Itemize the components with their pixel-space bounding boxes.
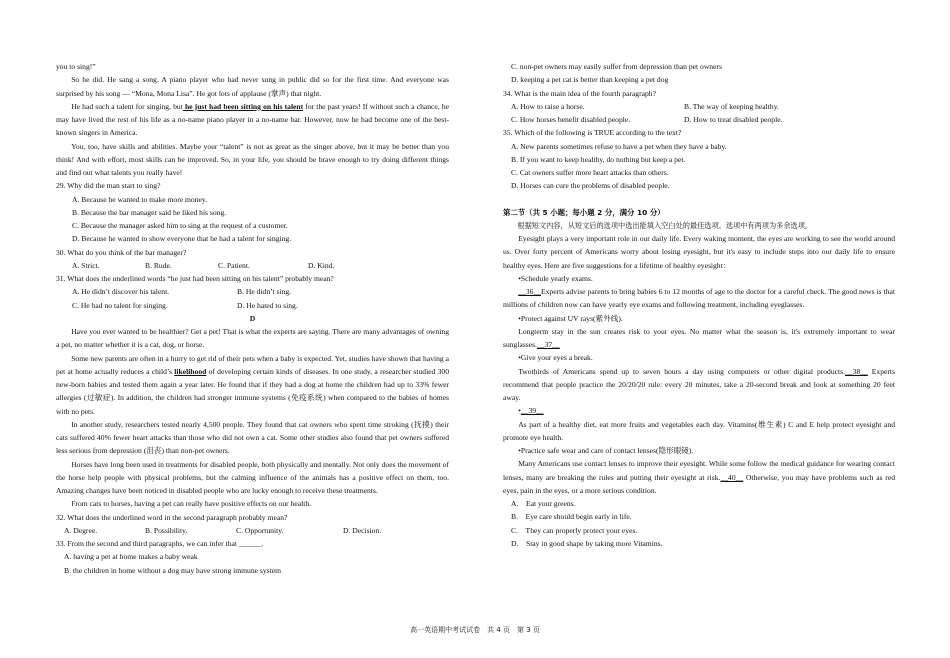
passage-c-paragraph: So he did. He sang a song. A piano player who had never sung in public did so for the first time. And everyone was surprised by his song — “Mona, Mona Lisa”. He got lots of applause (掌声) that night. [56, 75, 449, 98]
question-29: 29. Why did the man start to sing? [56, 181, 161, 191]
options-row [503, 100, 895, 113]
cloze-bullet: •Schedule yearly exams. [518, 273, 593, 283]
option: D. Decision. [343, 525, 382, 535]
question-34: 34. What is the main idea of the fourth paragraph? [503, 88, 656, 98]
passage-c-paragraph [56, 100, 449, 140]
option: D. keeping a pet cat is better than keeping a pet dog [511, 75, 669, 85]
question-32: 32. What does the underlined word in the second paragraph probably mean? [56, 512, 288, 522]
blank-37[interactable]: __37__ [536, 340, 560, 349]
section-2-instructions: 根据短文内容，从短文后的选项中选出能填入空白处的最佳选项。选项中有两项为多余选项。 [517, 220, 813, 230]
cloze-paragraph [503, 365, 895, 405]
paragraph-text: Twothirds of Americans spend up to seven hours a day using computers or other digital products. [518, 366, 845, 376]
cloze-bullet: •Give your eyes a break. [518, 353, 593, 363]
passage-d-heading: D [249, 313, 256, 323]
cloze-paragraph [503, 325, 895, 352]
option: C. Patient. [218, 260, 250, 270]
question-35: 35. Which of the following is TRUE according to the text? [503, 128, 682, 138]
option: D. Horses can cure the problems of disabled people. [511, 181, 670, 191]
paragraph-text: Longterm stay in the sun creates risk to your eyes. No matter what the season is, it's extremely important to wear sunglasses. [503, 326, 895, 349]
underlined-phrase: he just had been sitting on his talent [182, 101, 304, 111]
options-row [56, 259, 449, 272]
options-row [56, 285, 449, 298]
question-31: 31. What does the underlined words “he just had been sitting on his talent” probably mean? [56, 274, 334, 283]
option: A. How to raise a horse. [511, 101, 585, 111]
choice-option: B. Eye care should begin early in life. [511, 512, 632, 522]
cloze-bullet: •Practice safe wear and care of contact lenses(隐形眼镜). [518, 446, 694, 455]
option: B. The way of keeping healthy. [684, 101, 779, 111]
option: C. Because the manager asked him to sing at the request of a customer. [72, 221, 288, 230]
option: A. He didn’t discover his talent. [72, 287, 170, 297]
passage-d-paragraph [56, 352, 449, 418]
underlined-word: likelihood [174, 366, 207, 376]
option: D. Because he wanted to show everyone that he had a talent for singing. [72, 234, 292, 244]
option: B. He didn’t sing. [237, 287, 292, 297]
option: A. New parents sometimes refuse to have a pet when they have a baby. [511, 141, 727, 151]
paragraph-text: Otherwise, you may have problems such as red eyes, pain in the eyes, or a more serious condition. [503, 472, 895, 495]
option: C. How horses benefit disabled people. [511, 115, 631, 124]
right-column [503, 60, 895, 550]
passage-c-closing-line: you to sing!” [56, 62, 96, 71]
choice-option: C. They can properly protect your eyes. [511, 525, 638, 535]
option: A. Degree. [64, 525, 98, 535]
option: A. Because he wanted to make more money. [72, 194, 208, 204]
option: B. If you want to keep healthy, do nothing but keep a pet. [511, 154, 686, 164]
option: D. Kind. [308, 260, 335, 270]
passage-c-paragraph: You, too, have skills and abilities. Maybe your “talent” is not as great as the singer above, but it may be better than you think! And with effort, most skills can be improved. So, in your life, you should be brave enough to try doing different things and find out what talents you really have! [56, 141, 449, 177]
option: B. Rude. [145, 260, 172, 270]
paragraph-text: Experts recommend that people practice the 20/20/20 rule: every 20 minutes, take a 20-second break and look at something 20 feet away. [503, 366, 895, 402]
cloze-paragraph: As part of a healthy diet, eat more fruits and vegetables each day. Vitamins(维生素) C and E help protect eyesight and promote eye health. [503, 419, 895, 442]
paragraph-text: Many Americans use contact lenses to improve their eyesight. While some follow the medical guidance for wearing contact lenses, many are breaking the rules and putting their eyesight at risk. [503, 459, 895, 482]
passage-d-paragraph: In another study, researchers tested nearly 4,500 people. They found that cat owners who spent time stroking (抚摸) their cats suffered 40% fewer heart attacks than those who did not own a cat. Some other studies also found that pet owners suffered less serious from depression (沮丧) than non-pet owners. [56, 419, 449, 456]
option: A. having a pet at home makes a baby weak [64, 552, 198, 562]
cloze-bullet: •Protect against UV rays(紫外线). [518, 313, 623, 323]
option: D. He hated to sing. [237, 300, 298, 310]
options-row [56, 524, 449, 537]
option: D. How to treat disabled people. [684, 115, 783, 124]
option: B. Possibility. [145, 525, 188, 535]
choice-option: D. Stay in good shape by taking more Vitamins. [511, 538, 663, 548]
option: B. the children in home without a dog may have strong immune system [64, 565, 282, 575]
cloze-paragraph [503, 285, 895, 312]
passage-d-paragraph: Horses have long been used in treatments for disabled people, both physically and mentally. Not only does the movement of the horse help people with physical problems, but the calming influence of the animals has a positive effect on them, too. Amazing changes have been noticed in disabled people who are lucky enough to receive these treatments. [56, 459, 449, 495]
cloze-paragraph [503, 457, 895, 497]
option: C. Opportunity. [236, 525, 284, 535]
passage-d-paragraph: From cats to horses, having a pet can really have positive effects on our health. [71, 499, 312, 509]
section-2-title: 第二节（共 5 小题；每小题 2 分，满分 10 分） [503, 207, 665, 217]
paragraph-text: He had such a talent for singing, but [71, 101, 183, 111]
paragraph-text: for the past years! If without such a chance, he may have lived the rest of his life as a no-name piano player in a no-name bar. However, now he had become one of the best-known singers in America. [56, 101, 449, 138]
question-33: 33. From the second and third paragraphs, we can infer that ______. [56, 539, 264, 548]
option: C. non-pet owners may easily suffer from depression than pet owners [511, 62, 722, 71]
paragraph-text: of developing certain kinds of diseases. In one study, a researcher studied 300 new-born babies and tested them again a year later. He found that if they had a dog at home the children had up to 33% fewer allergies (过敏症). In addition, the children had stronger immune systems (免疫系统) when compared to the babies of homes with no pets. [56, 366, 449, 416]
cloze-paragraph: Eyesight plays a very important role in our daily life. Every waking moment, the eyes are working to see the world around us. Over forty percent of Americans worry about losing eyesight, but it's easy to include steps into our daily life to ensure healthy eyes. Here are five suggestions for a lifetime of healthy eyesight： [503, 234, 895, 270]
left-column [56, 60, 449, 577]
option: B. Because the bar manager said he liked his song. [72, 207, 227, 217]
blank-40[interactable]: __40__ [720, 472, 744, 482]
option: C. Cat owners suffer more heart attacks than others. [511, 168, 669, 177]
blank-39[interactable]: __39__ [520, 406, 544, 416]
page-footer: 高一英语期中考试试卷 共 4 页 第 3 页 [410, 626, 540, 634]
choice-option: A. Eat your greens. [511, 499, 576, 508]
paragraph-text: Some new parents are often in a hurry to get rid of their pets when a baby is expected. Yet, studies have shown that having a pet at home actually reduces a child’s [56, 353, 449, 376]
options-row [56, 299, 449, 312]
blank-36[interactable]: __36__ [518, 287, 541, 296]
paragraph-text: Experts advise parents to bring babies 6 to 12 months of age to the doctor for a careful check. The good news is that millions of children now can have yearly eye exams and following treatment, including eyeglasses. [503, 287, 895, 310]
options-row [503, 113, 895, 126]
option: C. He had no talent for singing. [72, 300, 168, 310]
cloze-bullet [503, 404, 895, 417]
blank-38[interactable]: __38__ [845, 366, 868, 376]
option: A. Strict. [72, 260, 100, 270]
bullet: • [518, 406, 521, 416]
passage-d-paragraph: Have you ever wanted to be healthier? Get a pet! That is what the experts are saying. There are many advantages of owning a pet, no matter whether it is a cat, dog, or horse. [56, 327, 449, 350]
question-30: 30. What do you think of the bar manager? [56, 247, 187, 257]
